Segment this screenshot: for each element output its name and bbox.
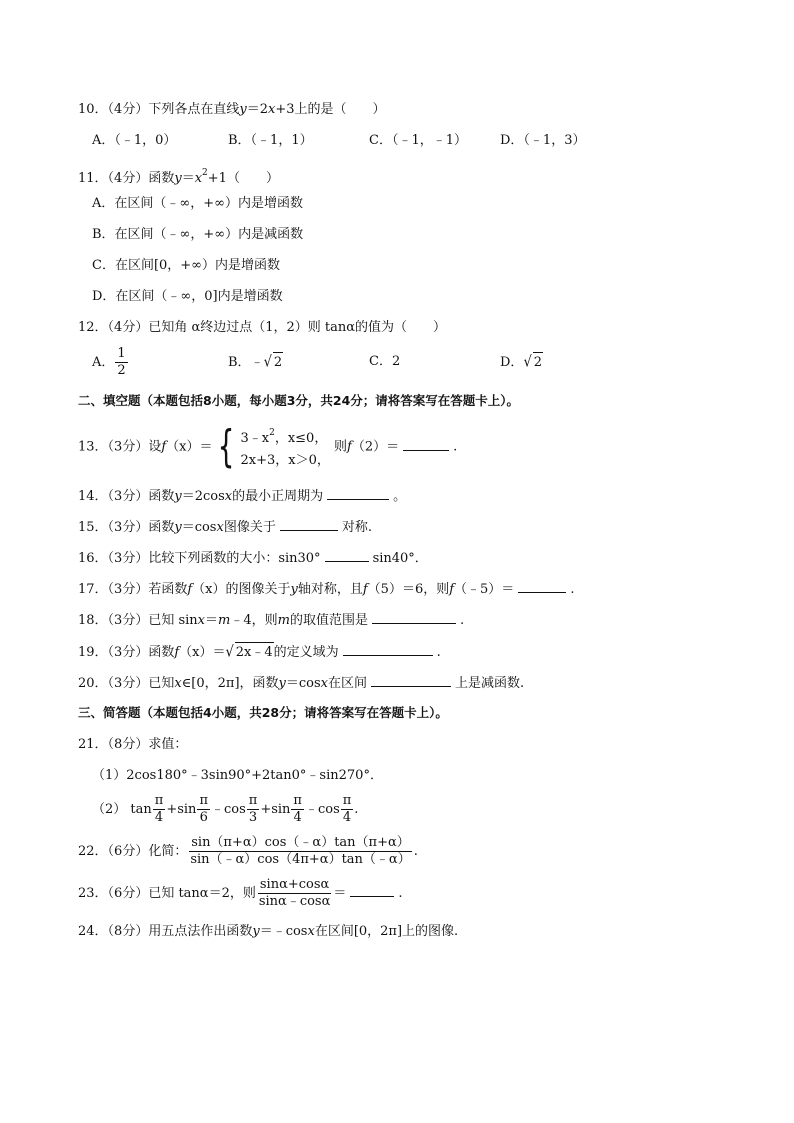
q21-part-2: （2） tan $\frac{\pi}{4}$ +sin $\frac{\pi}{6}$ ﹣cos $\frac{\pi}{3}$ +sin $\frac{\pi}{4}$ ﹣cos $\frac{\pi}{4}$ .: [92, 793, 359, 825]
piecewise-cases: $3﹣x^2$，x≤0， 2x+3，x＞0，: [240, 428, 330, 468]
fraction: $\frac{\pi}{4}$: [342, 793, 352, 825]
q12-option-c[interactable]: C．2: [369, 354, 401, 369]
q11-option-d[interactable]: D．在区间（﹣∞，0]内是增函数: [92, 289, 283, 304]
radical-sign: √: [225, 643, 234, 662]
radical-sign: √: [523, 353, 532, 372]
question-14: 14．（3分）函数y＝2cosx的最小正周期为 。: [78, 485, 406, 507]
answer-blank[interactable]: [518, 578, 566, 593]
question-17: 17．（3分）若函数f（x）的图像关于y轴对称，且f（5）＝6，则f（﹣5）＝ .: [78, 578, 574, 600]
question-13: 13．（3分）设f（x）＝ { $3﹣x^2$，x≤0， 2x+3，x＞0， 则f（2）＝ .: [78, 421, 458, 472]
question-21: 21．（8分）求值：: [78, 737, 188, 752]
question-23: 23．（6分）已知 tanα＝2，则 $\frac{\sin\alpha+\cos\alpha}{\sin\alpha﹣\cos\alpha}$ ＝ .: [78, 877, 403, 909]
fraction: $\frac{\pi}{6}$: [199, 793, 208, 825]
answer-blank[interactable]: [280, 516, 338, 531]
question-24: 24．（8分）用五点法作出函数y＝﹣cosx在区间[0，2π]上的图像.: [78, 924, 459, 939]
question-22: 22．（6分）化简： $\frac{\sin(\pi+\alpha)\cos(﹣\alpha)\tan(\pi+\alpha)}{\sin(﹣\alpha)\cos(4\pi+\alpha)\tan(﹣\alpha)}$ .: [78, 835, 418, 867]
left-brace: {: [218, 421, 235, 472]
question-18: 18．（3分）已知 sinx＝m﹣4，则m的取值范围是 .: [78, 609, 464, 631]
question-15: 15．（3分）函数y＝cosx图像关于 对称.: [78, 516, 372, 538]
section-3-heading: 三、简答题（本题包括4小题，共28分；请将答案写在答题卡上）。: [78, 705, 448, 720]
q10-option-d[interactable]: D．（﹣1，3）: [500, 133, 586, 148]
question-11: 11．（4分）函数$y=x^2+1$（ ）: [78, 168, 279, 186]
q21-part-1: （1）2cos180°﹣3sin90°+2tan0°﹣sin270°．: [92, 768, 383, 783]
fraction: $\frac{\pi}{4}$: [154, 793, 164, 825]
q11-option-b[interactable]: B．在区间（﹣∞，+∞）内是减函数: [92, 227, 304, 242]
fraction: $\frac{\sin\alpha+\cos\alpha}{\sin\alpha﹣\cos\alpha}$: [258, 877, 331, 909]
answer-blank[interactable]: [403, 436, 449, 451]
section-2-heading: 二、填空题（本题包括8小题，每小题3分，共24分；请将答案写在答题卡上）。: [78, 393, 520, 408]
q10-option-a[interactable]: A．（﹣1，0）: [92, 133, 177, 148]
fraction: $\frac{\pi}{3}$: [248, 793, 258, 825]
q10-option-c[interactable]: C．（﹣1，﹣1）: [369, 133, 467, 148]
q12-option-d[interactable]: D．√ 2: [500, 352, 543, 373]
q12-option-a[interactable]: A． $\frac{1}{2}$: [92, 346, 126, 378]
q11-option-a[interactable]: A．在区间（﹣∞，+∞）内是增函数: [92, 196, 303, 211]
q12-option-b[interactable]: B．﹣√ 2: [228, 352, 283, 373]
question-16: 16．（3分）比较下列函数的大小：sin30° sin40°．: [78, 547, 428, 569]
fraction: $\frac{1}{2}$: [117, 346, 126, 378]
question-19: 19．（3分）函数f（x）＝√ 2x﹣4的定义域为 .: [78, 641, 441, 663]
answer-blank[interactable]: [343, 641, 433, 656]
fraction: $\frac{\pi}{4}$: [293, 793, 302, 825]
question-10: 10．（4分）下列各点在直线y＝2x+3上的是（ ）: [78, 102, 386, 117]
q11-option-c[interactable]: C．在区间[0，+∞）内是增函数: [92, 258, 281, 273]
fraction: $\frac{\sin(\pi+\alpha)\cos(﹣\alpha)\tan(\pi+\alpha)}{\sin(﹣\alpha)\cos(4\pi+\alpha)\tan(﹣\alpha)}$: [190, 835, 411, 867]
answer-blank[interactable]: [325, 547, 369, 562]
answer-blank[interactable]: [371, 672, 451, 687]
question-12: 12．（4分）已知角 α终边过点（1，2）则 tanα的值为（ ）: [78, 320, 447, 335]
q10-option-b[interactable]: B．（﹣1，1）: [228, 133, 313, 148]
radical-sign: √: [263, 353, 272, 372]
answer-blank[interactable]: [327, 485, 389, 500]
answer-blank[interactable]: [350, 882, 394, 897]
answer-blank[interactable]: [372, 609, 456, 624]
question-20: 20．（3分）已知x∈[0，2π]，函数y＝cosx在区间 上是减函数.: [78, 672, 524, 694]
